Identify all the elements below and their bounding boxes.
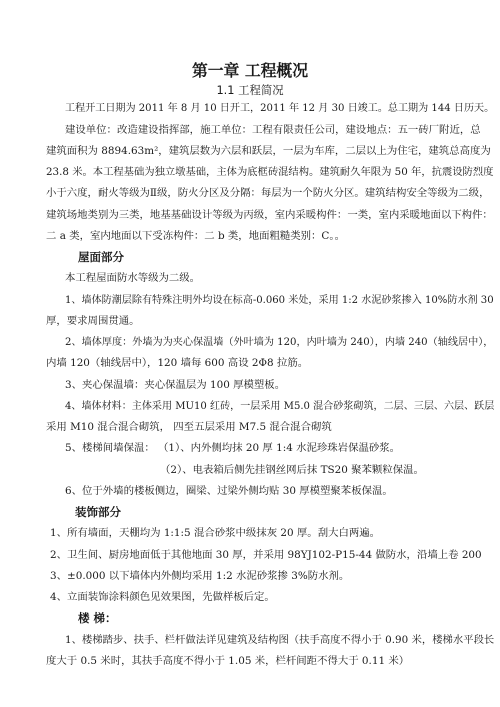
roof-line: 3、夹心保温墙：夹心保温层为 100 厚模塑板。 bbox=[65, 379, 286, 391]
roof-line: 5、楼梯间墙保温： （1）、内外侧均抹 20 厚 1:4 水泥珍珠岩保温砂浆。 bbox=[65, 442, 401, 454]
stairs-heading: 楼 梯： bbox=[78, 611, 117, 625]
decor-line: 1、所有墙面，天棚均为 1:1:5 混合砂浆中级抹灰 20 厚。刮大白两遍。 bbox=[50, 527, 381, 539]
section-title: 1.1 工程简况 bbox=[216, 83, 284, 97]
overview-line: 建设单位：改造建设指挥部，施工单位：工程有限责任公司，建设地点：五一砖厂附近，总 bbox=[65, 124, 481, 136]
roof-line: 厚，要求周围贯通。 bbox=[46, 315, 140, 327]
decor-line: 2、卫生间、厨房地面低于其他地面 30 厚，并采用 98YJ102-P15-44 做防水，沿墙上卷 200 bbox=[50, 549, 482, 561]
overview-line: 二 a 类，室内地面以下受冻构件：二 b 类，地面粗糙类别：C。。 bbox=[46, 230, 345, 242]
stairs-line: 度大于 0.5 米时，其扶手高度不得小于 1.05 米，栏杆间距不得大于 0.11 米） bbox=[46, 655, 410, 667]
decor-line: 3、±0.000 以下墙体内外侧均采用 1:2 水泥砂浆掺 3%防水剂。 bbox=[50, 570, 350, 582]
roof-heading: 屋面部分 bbox=[78, 250, 124, 264]
chapter-title: 第一章 工程概况 bbox=[191, 61, 309, 80]
overview-line: 小于六度，耐火等级为Ⅱ级，防火分区及分隔：每层为一个防火分区。建筑结构安全等级为二级， bbox=[46, 187, 490, 199]
overview-line: 23.8 米。本工程基础为独立墩基础，主体为底框砖混结构。建筑耐久年限为 50 年，抗震设防烈度 bbox=[46, 166, 494, 178]
overview-line: 建筑场地类别为三类，地基基础设计等级为丙级，室内采暖构件：一类，室内采暖地面以下构件： bbox=[46, 209, 493, 221]
roof-line: （2）、电表箱后侧先挂钢丝网后抹 TS20 聚苯颗粒保温。 bbox=[160, 464, 424, 476]
decor-heading: 装饰部分 bbox=[75, 505, 121, 519]
decor-line: 4、立面装饰涂料颜色见效果图，先做样板后定。 bbox=[50, 591, 275, 603]
roof-line: 6、位于外墙的楼板侧边，圈梁、过梁外侧均贴 30 厚模塑聚苯板保温。 bbox=[65, 485, 393, 497]
roof-line: 1、墙体防潮层除有特殊注明外均设在标高-0.060 米处，采用 1:2 水泥砂浆掺入 10%防水剂 30 bbox=[65, 295, 494, 306]
roof-line: 内墙 120（轴线居中），120 墙每 600 高设 2Φ8 拉筋。 bbox=[46, 357, 309, 369]
overview-line: 建筑面积为 8894.63m²，建筑层数为六层和跃层，一层为车库，二层以上为住宅，建筑总高度为 bbox=[46, 145, 491, 157]
overview-line: 工程开工日期为 2011 年 8 月 10 日开工，2011 年 12 月 30 日竣工。总工期为 144 日历天。 bbox=[65, 103, 495, 114]
roof-line: 本工程屋面防水等级为二级。 bbox=[65, 272, 201, 284]
roof-line: 4、墙体材料：主体采用 MU10 红砖，一层采用 M5.0 混合砂浆砌筑，二层、三层、六层、跃层 bbox=[65, 401, 495, 412]
stairs-line: 1、楼梯踏步、扶手、栏杆做法详见建筑及结构图（扶手高度不得小于 0.90 米，楼梯水平段长 bbox=[65, 634, 495, 646]
roof-line: 2、墙体厚度：外墙为为夹心保温墙（外叶墙为 120，内叶墙为 240），内墙 240（轴线居中）， bbox=[65, 337, 494, 348]
roof-line: 采用 M10 混合混合砌筑， 四至五层采用 M7.5 混合混合砌筑 bbox=[46, 421, 332, 433]
